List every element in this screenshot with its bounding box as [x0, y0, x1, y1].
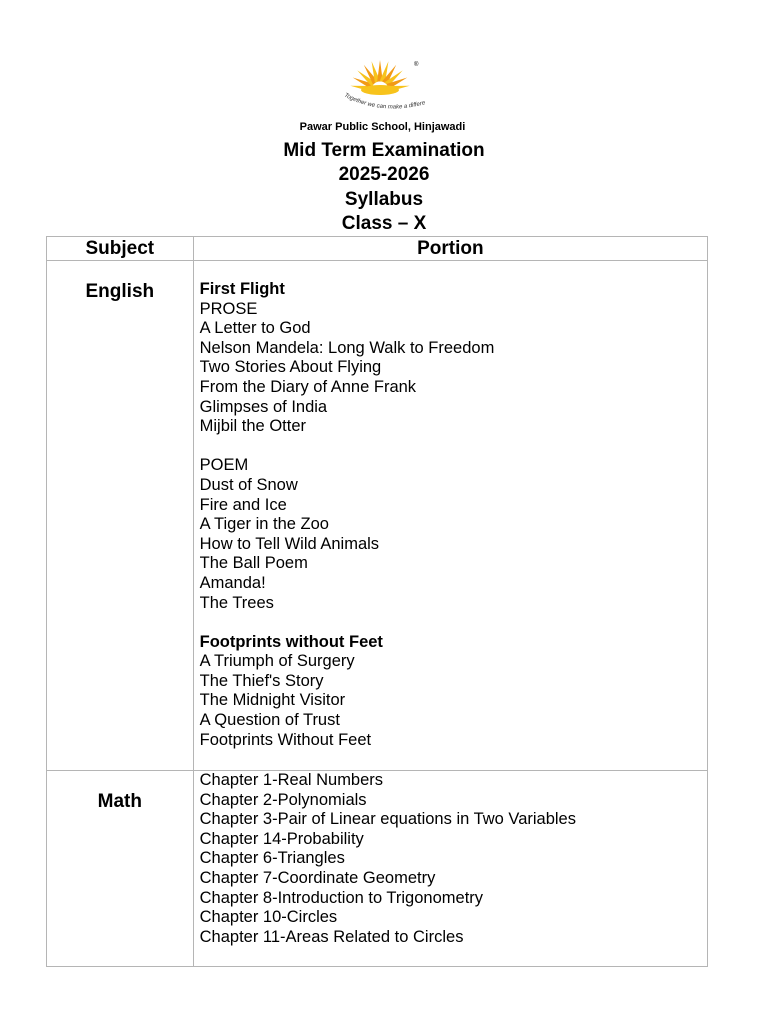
poem-item: Amanda!	[199, 573, 266, 592]
prose-label: PROSE	[199, 299, 258, 318]
prose-item: Nelson Mandela: Long Walk to Freedom	[199, 338, 495, 357]
prose-item: A Letter to God	[199, 319, 311, 338]
poem-item: The Ball Poem	[199, 554, 308, 573]
footprints-list	[200, 652, 707, 750]
subject-cell-english	[47, 261, 194, 771]
poem-list	[200, 476, 707, 613]
exam-year: 2025-2026	[338, 164, 430, 186]
sun-logo-icon	[330, 54, 438, 118]
footprints-item: A Question of Trust	[199, 711, 340, 730]
math-chapter-item: Chapter 3-Pair of Linear equations in Two Variables	[199, 810, 576, 829]
math-chapter-list	[200, 771, 707, 947]
poem-item: Fire and Ice	[199, 495, 287, 514]
portion-header: Portion	[193, 237, 707, 261]
svg-text:Together we can make a differe	[330, 54, 427, 111]
subject-header: Subject	[47, 237, 194, 261]
prose-item: From the Diary of Anne Frank	[199, 377, 417, 396]
prose-item: Mijbil the Otter	[199, 417, 306, 436]
prose-item: Two Stories About Flying	[199, 358, 382, 377]
poem-item: A Tiger in the Zoo	[199, 515, 329, 534]
subject-math: Math	[97, 791, 142, 812]
school-name-text: Pawar Public School, Hinjawadi	[299, 121, 466, 133]
math-chapter-item: Chapter 7-Coordinate Geometry	[199, 868, 436, 887]
math-chapter-item: Chapter 1-Real Numbers	[199, 771, 384, 789]
portion-cell-math	[193, 771, 707, 967]
footprints-item: Footprints Without Feet	[199, 730, 372, 749]
exam-title: Mid Term Examination	[283, 140, 485, 161]
poem-item: Dust of Snow	[199, 475, 298, 494]
math-chapter-item: Chapter 14-Probability	[199, 829, 364, 848]
book-title-first-flight: First Flight	[199, 280, 285, 298]
subject-cell-math	[47, 771, 194, 967]
math-chapter-item: Chapter 11-Areas Related to Circles	[199, 927, 464, 946]
math-chapter-item: Chapter 10-Circles	[199, 908, 338, 927]
footprints-item: The Thief's Story	[199, 671, 324, 690]
class-label: Class – X	[341, 213, 427, 235]
table-row-english	[47, 261, 708, 771]
school-logo	[330, 54, 438, 118]
poem-label: POEM	[199, 456, 249, 475]
prose-item: Glimpses of India	[199, 397, 328, 416]
poem-item: How to Tell Wild Animals	[199, 534, 380, 553]
footprints-item: The Midnight Visitor	[199, 691, 346, 710]
portion-cell-english	[193, 261, 707, 771]
exam-heading	[0, 139, 768, 237]
registered-mark: ®	[414, 62, 419, 68]
subject-english: English	[85, 281, 155, 302]
math-chapter-item: Chapter 6-Triangles	[199, 849, 345, 868]
table-row-math	[47, 771, 708, 967]
math-chapter-item: Chapter 8-Introduction to Trigonometry	[199, 888, 484, 907]
footprints-item: A Triumph of Surgery	[199, 652, 355, 671]
school-name	[0, 121, 768, 133]
table-header-row	[47, 237, 708, 261]
prose-list	[200, 319, 707, 437]
logo-tagline: Together we can make a differe	[343, 92, 427, 111]
syllabus-table	[46, 236, 708, 967]
exam-subtitle: Syllabus	[344, 188, 424, 210]
math-chapter-item: Chapter 2-Polynomials	[199, 790, 367, 809]
poem-item: The Trees	[199, 593, 274, 612]
book-title-footprints: Footprints without Feet	[199, 632, 383, 651]
